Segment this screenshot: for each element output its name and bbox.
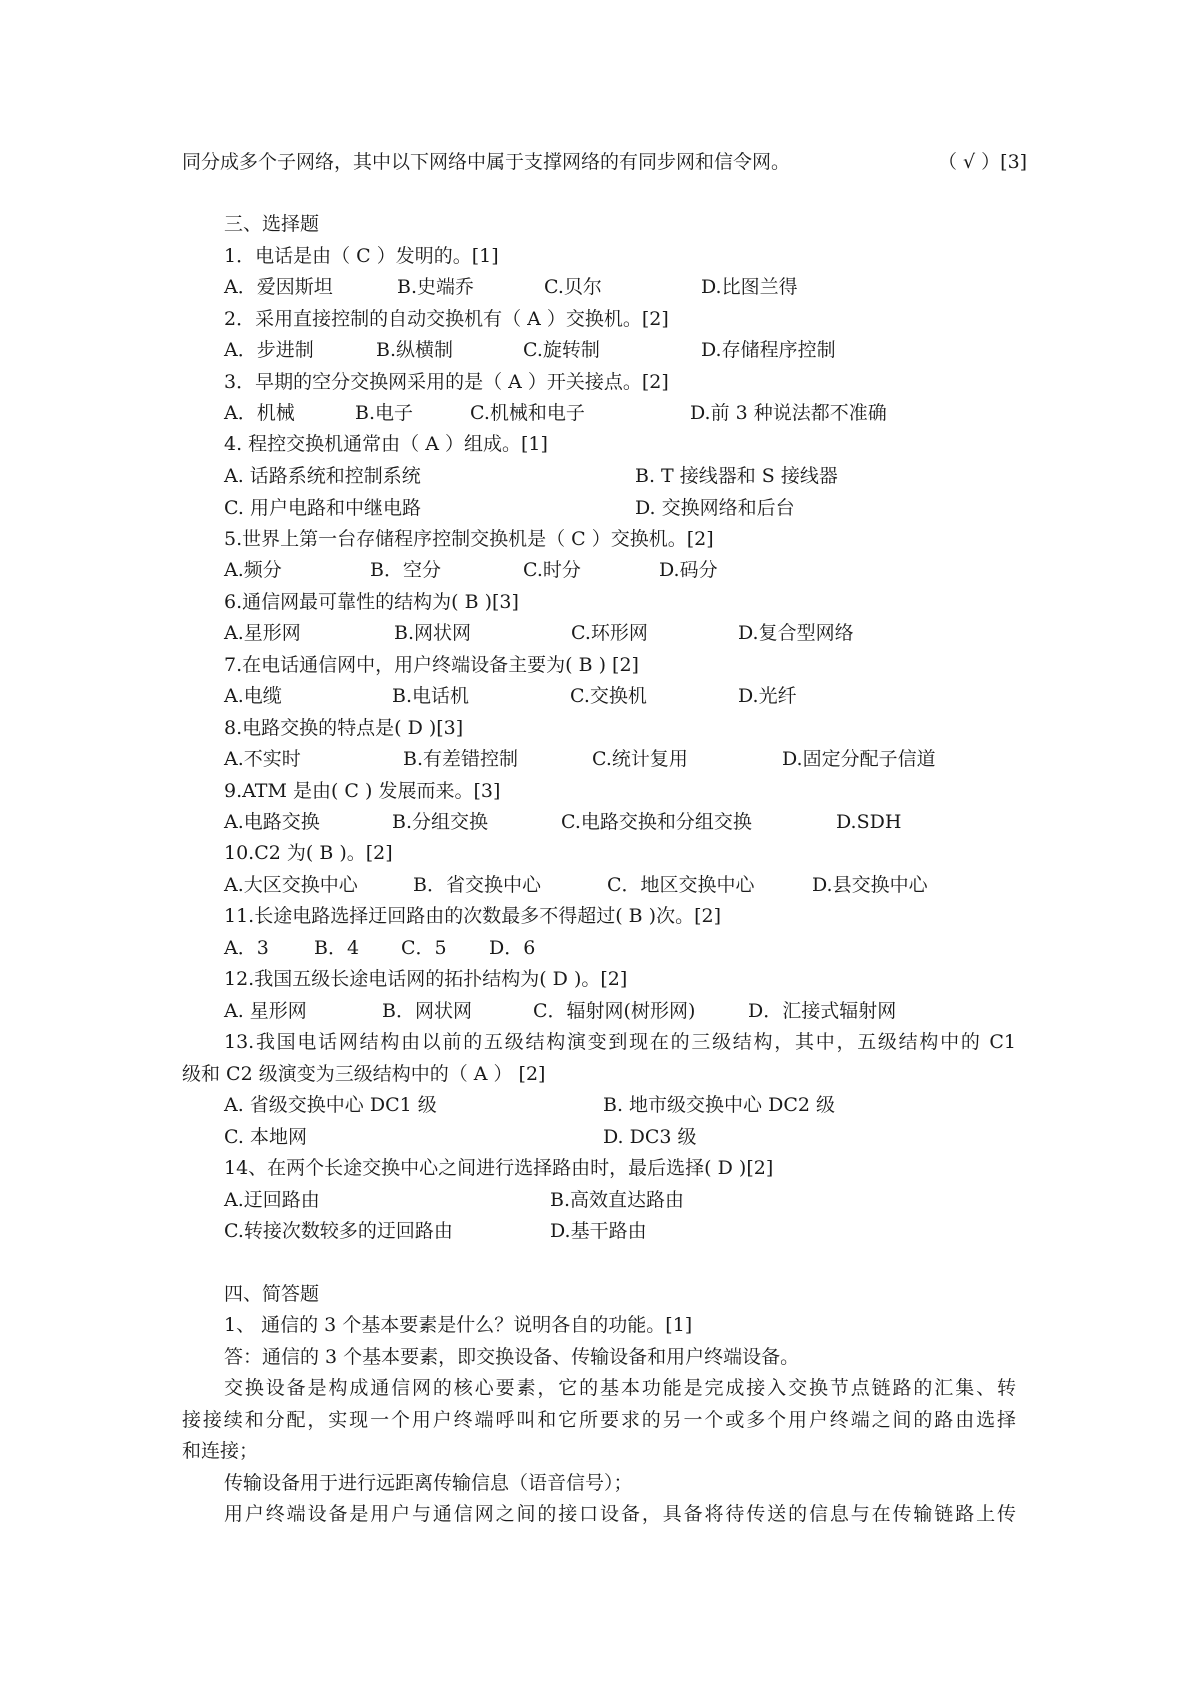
- question-6-stem: 6.通信网最可靠性的结构为( B )[3]: [224, 591, 519, 613]
- q8-option-d: D.固定分配子信道: [782, 748, 936, 770]
- q8-option-c: C.统计复用: [592, 748, 688, 770]
- section-4-title: 四、简答题: [224, 1283, 320, 1305]
- q4-option-a: A. 话路系统和控制系统: [224, 465, 421, 487]
- q14-option-d: D.基干路由: [550, 1220, 647, 1242]
- q6-option-a: A.星形网: [224, 622, 301, 644]
- question-4-stem: 4. 程控交换机通常由（ A ）组成。[1]: [224, 433, 548, 455]
- q9-option-d: D.SDH: [836, 811, 902, 833]
- q4-option-d: D. 交换网络和后台: [635, 497, 795, 519]
- q2-option-c: C.旋转制: [523, 339, 600, 361]
- q8-option-b: B.有差错控制: [403, 748, 519, 770]
- q5-option-c: C.时分: [523, 559, 581, 581]
- question-10-stem: 10.C2 为( B )。[2]: [224, 842, 393, 864]
- q12-option-a: A. 星形网: [224, 1000, 307, 1022]
- q7-option-d: D.光纤: [738, 685, 797, 707]
- q12-option-c: C．辐射网(树形网): [533, 1000, 696, 1022]
- answer-intro: 答：通信的 3 个基本要素，即交换设备、传输设备和用户终端设备。: [224, 1346, 800, 1368]
- paragraph-switching-line1: 交换设备是构成通信网的核心要素，它的基本功能是完成接入交换节点链路的汇集、转: [224, 1377, 1016, 1399]
- q9-option-a: A.电路交换: [224, 811, 320, 833]
- q6-option-c: C.环形网: [571, 622, 648, 644]
- top-answer: （ √ ）[3]: [938, 151, 1028, 173]
- q6-option-d: D.复合型网络: [738, 622, 854, 644]
- q2-option-a: A．步进制: [224, 339, 314, 361]
- question-2-stem: 2．采用直接控制的自动交换机有（ A ）交换机。[2]: [224, 308, 669, 330]
- q5-option-a: A.频分: [224, 559, 282, 581]
- paragraph-transmission: 传输设备用于进行远距离传输信息（语音信号）；: [224, 1472, 633, 1494]
- q11-option-a: A．3: [224, 937, 269, 959]
- q11-option-c: C．5: [401, 937, 447, 959]
- q14-option-b: B.高效直达路由: [550, 1189, 685, 1211]
- q4-option-c: C. 用户电路和中继电路: [224, 497, 421, 519]
- short-answer-question-1: 1、 通信的 3 个基本要素是什么？说明各自的功能。[1]: [224, 1314, 693, 1336]
- question-8-stem: 8.电路交换的特点是( D )[3]: [224, 717, 464, 739]
- paragraph-switching-line2: 接接续和分配，实现一个用户终端呼叫和它所要求的另一个或多个用户终端之间的路由选择: [182, 1409, 1016, 1431]
- q13-option-c: C. 本地网: [224, 1126, 307, 1148]
- q11-option-b: B．4: [314, 937, 360, 959]
- q1-option-d: D.比图兰得: [701, 276, 798, 298]
- q3-option-c: C.机械和电子: [470, 402, 585, 424]
- q5-option-d: D.码分: [659, 559, 718, 581]
- q12-option-d: D．汇接式辐射网: [748, 1000, 897, 1022]
- q9-option-b: B.分组交换: [392, 811, 489, 833]
- section-3-title: 三、选择题: [224, 213, 320, 235]
- question-13-stem-line1: 13.我国电话网结构由以前的五级结构演变到现在的三级结构，其中，五级结构中的 C1: [224, 1031, 1016, 1053]
- top-statement: 同分成多个子网络，其中以下网络中属于支撑网络的有同步网和信令网。: [182, 151, 791, 173]
- paragraph-switching-line3: 和连接；: [182, 1440, 259, 1462]
- q7-option-b: B.电话机: [392, 685, 470, 707]
- q3-option-d: D.前 3 种说法都不准确: [690, 402, 887, 424]
- q6-option-b: B.网状网: [394, 622, 472, 644]
- q2-option-d: D.存储程序控制: [701, 339, 836, 361]
- q1-option-c: C.贝尔: [544, 276, 602, 298]
- q3-option-b: B.电子: [355, 402, 414, 424]
- q13-option-d: D. DC3 级: [603, 1126, 697, 1148]
- question-13-stem-line2: 级和 C2 级演变为三级结构中的（ A ） [2]: [182, 1063, 546, 1085]
- question-5-stem: 5.世界上第一台存储程序控制交换机是（ C ）交换机。[2]: [224, 528, 714, 550]
- q8-option-a: A.不实时: [224, 748, 301, 770]
- q14-option-c: C.转接次数较多的迂回路由: [224, 1220, 453, 1242]
- question-11-stem: 11.长途电路选择迂回路由的次数最多不得超过( B )次。[2]: [224, 905, 721, 927]
- q1-option-b: B.史端乔: [397, 276, 475, 298]
- q13-option-a: A. 省级交换中心 DC1 级: [224, 1094, 437, 1116]
- q11-option-d: D．6: [489, 937, 536, 959]
- paragraph-terminal: 用户终端设备是用户与通信网之间的接口设备，具备将待传送的信息与在传输链路上传: [224, 1503, 1016, 1525]
- q1-option-a: A．爱因斯坦: [224, 276, 333, 298]
- q2-option-b: B.纵横制: [376, 339, 454, 361]
- question-12-stem: 12.我国五级长途电话网的拓扑结构为( D )。[2]: [224, 968, 628, 990]
- question-14-stem: 14、在两个长途交换中心之间进行选择路由时，最后选择( D )[2]: [224, 1157, 774, 1179]
- q5-option-b: B．空分: [370, 559, 441, 581]
- q7-option-c: C.交换机: [570, 685, 647, 707]
- q10-option-c: C．地区交换中心: [607, 874, 755, 896]
- question-9-stem: 9.ATM 是由( C ) 发展而来。[3]: [224, 780, 501, 802]
- q3-option-a: A．机械: [224, 402, 295, 424]
- q12-option-b: B．网状网: [382, 1000, 472, 1022]
- question-7-stem: 7.在电话通信网中，用户终端设备主要为( B ) [2]: [224, 654, 639, 676]
- q13-option-b: B. 地市级交换中心 DC2 级: [603, 1094, 835, 1116]
- question-1-stem: 1．电话是由（ C ）发明的。[1]: [224, 245, 499, 267]
- question-3-stem: 3．早期的空分交换网采用的是（ A ）开关接点。[2]: [224, 371, 669, 393]
- q10-option-d: D.县交换中心: [812, 874, 928, 896]
- q9-option-c: C.电路交换和分组交换: [561, 811, 752, 833]
- q14-option-a: A.迂回路由: [224, 1189, 320, 1211]
- q4-option-b: B. T 接线器和 S 接线器: [635, 465, 838, 487]
- q10-option-a: A.大区交换中心: [224, 874, 358, 896]
- q10-option-b: B．省交换中心: [413, 874, 541, 896]
- q7-option-a: A.电缆: [224, 685, 282, 707]
